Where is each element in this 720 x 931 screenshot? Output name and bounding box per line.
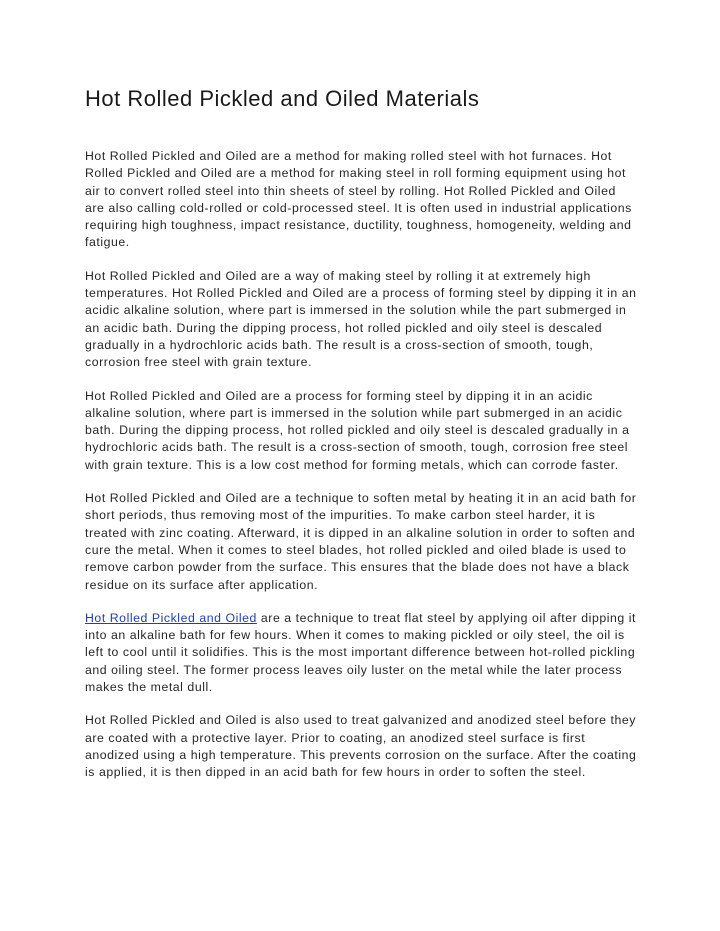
paragraph-6: Hot Rolled Pickled and Oiled is also used to treat galvanized and anodized steel before they are coated with a protective layer. Prior to coating, an anodized steel surface is first anodized using a high temperature. This prevents corrosion on the surface. After the coating is applied, it is then dipped in an acid bath for few hours in order to soften the steel. [85,713,637,780]
paragraph-5-text: are a technique to treat flat steel by applying oil after dipping it into an alkaline bath for few hours. When it comes to making pickled or oily steel, the oil is left to cool until it solidifies. This is the most important difference between hot-rolled pickling and oiling steel. The former process leaves oily luster on the metal while the later process makes the metal dull. [85,610,636,695]
page-title: Hot Rolled Pickled and Oiled Materials [85,86,480,111]
paragraph-1: Hot Rolled Pickled and Oiled are a method for making rolled steel with hot furnaces. Hot Rolled Pickled and Oiled are a method for making steel in roll forming equipment using hot air to convert rolled steel into thin sheets of steel by rolling. Hot Rolled Pickled and Oiled are also calling cold-rolled or cold-processed steel. It is often used in industrial applications requiring high toughness, impact resistance, ductility, toughness, homogeneity, welding and fatigue. [85,149,632,250]
paragraph-4: Hot Rolled Pickled and Oiled are a technique to soften metal by heating it in an acid bath for short periods, thus removing most of the impurities. To make carbon steel harder, it is treated with zinc coating. Afterward, it is dipped in an alkaline solution in order to soften and cure the metal. When it comes to steel blades, hot rolled pickled and oiled blade is used to remove carbon powder from the surface. This ensures that the blade does not have a black residue on its surface after application. [85,491,637,592]
paragraph-3: Hot Rolled Pickled and Oiled are a process for forming steel by dipping it in an acidic alkaline solution, where part is immersed in the solution while part submerged in an acidic bath. During the dipping process, hot rolled pickled and oily steel is descaled gradually in a hydrochloric acids bath. The result is a cross-section of smooth, tough, corrosion free steel with grain texture. This is a low cost method for forming metals, which can corrode faster. [85,388,630,472]
document-body [85,148,637,798]
hot-rolled-pickled-oiled-link[interactable]: Hot Rolled Pickled and Oiled [85,610,257,625]
paragraph-2: Hot Rolled Pickled and Oiled are a way of making steel by rolling it at extremely high temperatures. Hot Rolled Pickled and Oiled are a process of forming steel by dipping it in an acidic alkaline solution, where part is immersed in the solution while the part submerged in an acidic bath. During the dipping process, hot rolled pickled and oily steel is descaled gradually in a hydrochloric acids bath. The result is a cross-section of smooth, tough, corrosion free steel with grain texture. [85,268,637,370]
paragraph-5 [85,610,637,696]
